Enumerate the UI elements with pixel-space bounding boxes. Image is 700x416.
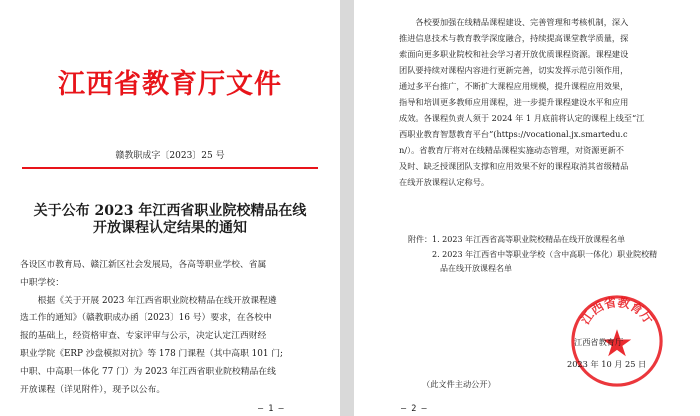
attachment-line: 品在线开放课程名单: [408, 264, 512, 273]
red-header: 江西省教育厅文件: [58, 69, 282, 100]
page1-body: [20, 257, 322, 399]
issue-date: 2023 年 10 月 25 日: [567, 359, 647, 369]
body-line: 选工作的通知》（赣教职成办函〔2023〕16 号）要求，在各校申: [20, 313, 272, 324]
title-line: 关于公布 2023 年江西省职业院校精品在线: [33, 203, 307, 219]
attachment-line: 2. 2023 年江西省中等职业学校（含中高职一体化）职业院校精: [408, 249, 658, 259]
svg-text:江西省教育厅: [577, 294, 657, 328]
body-line: 各校要加强在线精品课程建设、完善管理和考核机制，深入: [399, 17, 629, 27]
title-line: 开放课程认定结果的通知: [93, 220, 247, 236]
body-line: 中职学校：: [20, 277, 64, 288]
body-line: 指导和培训更多教师应用课程，进一步提升课程建设水平和应用: [399, 97, 629, 107]
body-line: n/）。省教育厅将对在线精品课程实施动态管理，对资源更新不: [399, 145, 624, 155]
body-line: 通过多平台推广，不断扩大课程应用规模，提升课程应用效果，: [399, 81, 629, 91]
body-line: 西职业教育智慧教育平台”(https://vocational.jx.smartedu.c: [399, 129, 628, 139]
body-line: 在线开放课程认定称号。: [399, 177, 490, 187]
document-number: 赣教职成字〔2023〕25 号: [115, 151, 225, 161]
page-number: — 2 —: [401, 404, 427, 414]
body-line: 成效。各课程负责人须于 2024 年 1 月底前将认定的课程上线至“江: [399, 113, 645, 123]
body-line: 根据《关于开展 2023 年江西省职业院校精品在线开放课程遴: [20, 295, 277, 306]
body-line: 各设区市教育局、赣江新区社会发展局，各高等职业学校、省属: [20, 260, 267, 270]
page2-body: [399, 14, 685, 190]
public-disclosure-note: （此文件主动公开）: [422, 379, 496, 389]
attachment-line: 附件：1. 2023 年江西省高等职业院校精品在线开放课程名单: [408, 235, 626, 244]
body-line: 开放课程（详见附件），现予以公布。: [20, 384, 166, 395]
body-line: 团队要持续对课程内容进行更新完善，切实发挥示范引领作用，: [399, 65, 629, 75]
body-line: 报的基础上，经资格审查、专家评审与公示，决定认定江西财经: [20, 331, 267, 342]
red-separator-line: [22, 167, 318, 169]
issuer-name: 江西省教育厅: [574, 337, 624, 347]
seal-text: 江西省教育厅: [578, 295, 656, 327]
document-title: [20, 203, 320, 237]
attachment-list: [408, 233, 698, 277]
body-line: 及时、缺乏授课团队支撑和应用效果不好的课程取消其省级精品: [399, 161, 629, 171]
body-line: 中职、中高职一体化 77 门）为 2023 年江西省职业院校精品在线: [20, 366, 276, 377]
document-page-1: [0, 0, 340, 416]
body-line: 推进信息技术与教育教学深度融合，持续提高课堂教学质量，探: [399, 33, 629, 43]
document-page-2: [354, 0, 700, 416]
body-line: 职业学院《ERP 沙盘模拟对抗》等 178 门课程（其中高职 101 门;: [20, 348, 284, 359]
page-number: — 1 —: [258, 404, 284, 414]
body-line: 索面向更多职业院校和社会学习者开放优质课程资源。课程建设: [399, 49, 629, 59]
